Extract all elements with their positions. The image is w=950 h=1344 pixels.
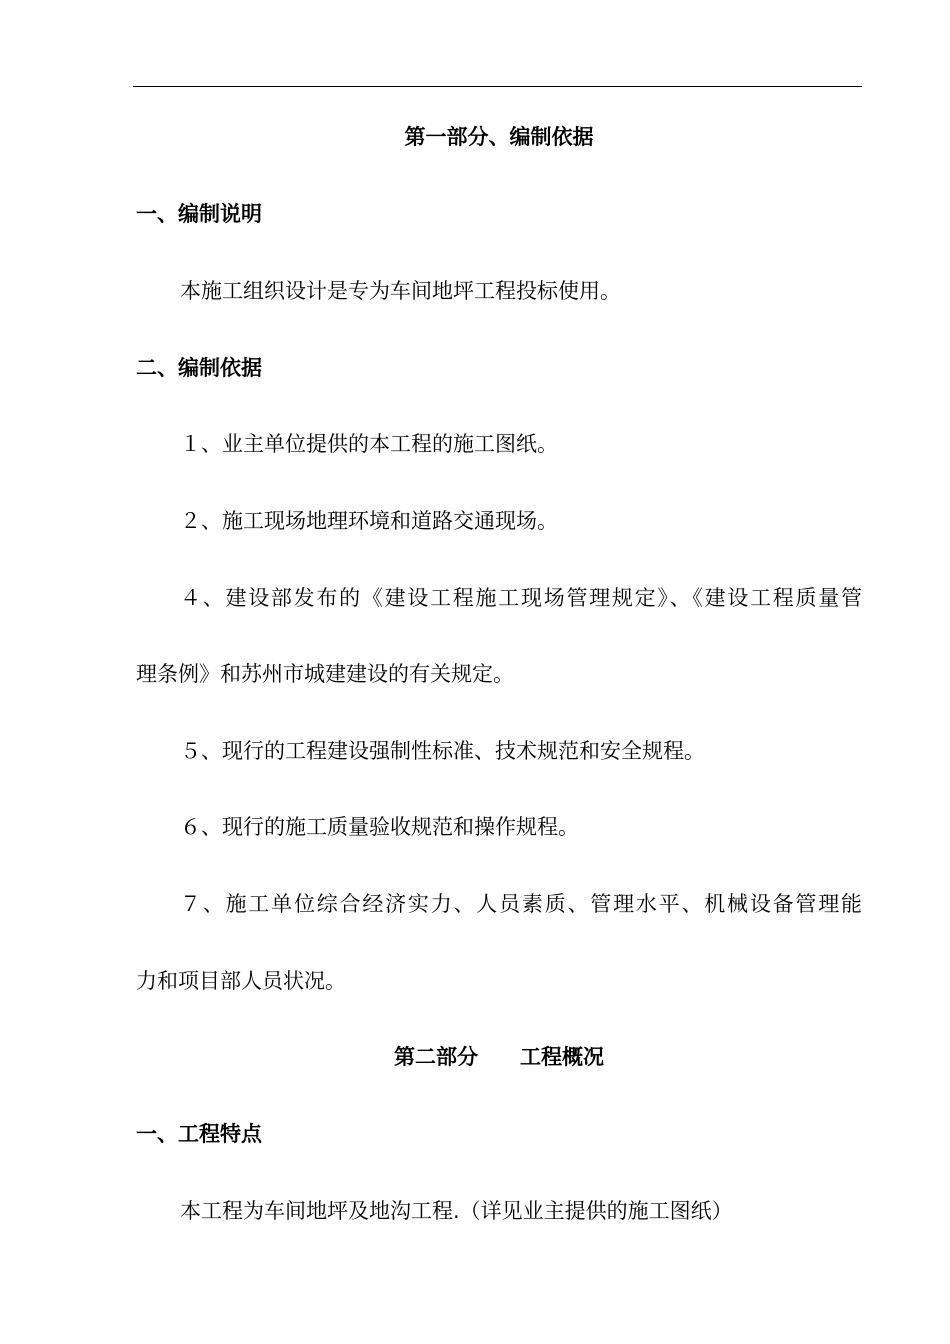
section-heading-explanation: 一、编制说明 <box>136 202 262 226</box>
explanation-text: 本施工组织设计是专为车间地坪工程投标使用。 <box>180 279 621 303</box>
header-rule <box>133 86 862 87</box>
part2-title: 第二部分 工程概况 <box>394 1045 604 1069</box>
section-heading-features: 一、工程特点 <box>136 1122 262 1146</box>
features-text: 本工程为车间地坪及地沟工程.（详见业主提供的施工图纸） <box>180 1199 733 1223</box>
basis-item-1: １、业主单位提供的本工程的施工图纸。 <box>180 432 558 456</box>
basis-item-6: ６、现行的施工质量验收规范和操作规程。 <box>180 815 579 839</box>
basis-item-5: ５、现行的工程建设强制性标准、技术规范和安全规程。 <box>180 739 705 763</box>
basis-item-2: ２、施工现场地理环境和道路交通现场。 <box>180 509 558 533</box>
section-heading-basis: 二、编制依据 <box>136 356 262 380</box>
basis-item-7-line1: ７、施工单位综合经济实力、人员素质、管理水平、机械设备管理能 <box>180 892 862 916</box>
basis-item-4-line1: ４、建设部发布的《建设工程施工现场管理规定》、《建设工程质量管 <box>180 586 862 610</box>
basis-item-4-line2: 理条例》和苏州市城建建设的有关规定。 <box>136 662 514 686</box>
basis-item-7-line2: 力和项目部人员状况。 <box>136 969 346 993</box>
part1-title: 第一部分、编制依据 <box>404 125 594 149</box>
